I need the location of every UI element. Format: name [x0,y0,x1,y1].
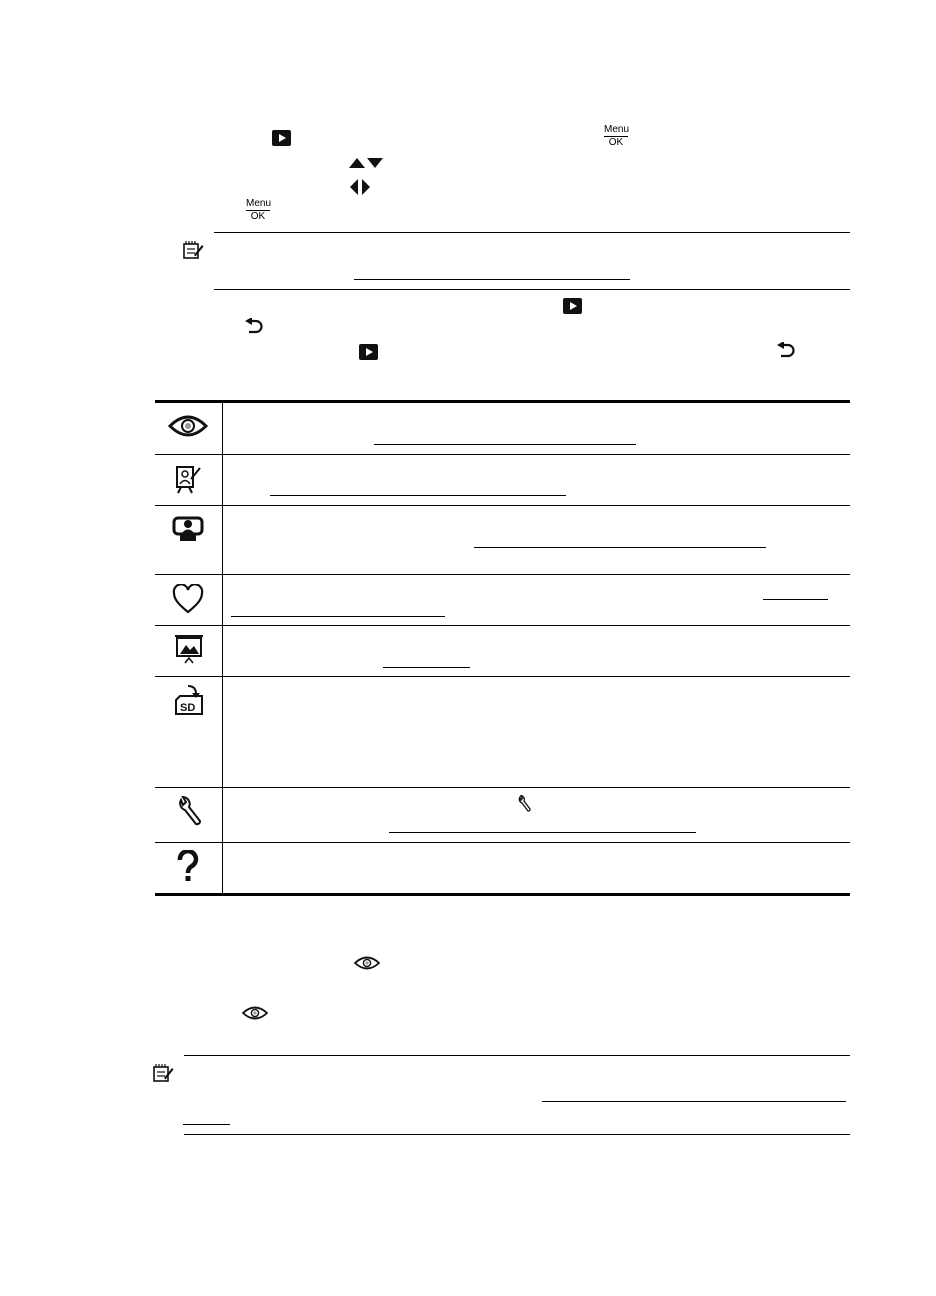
menu-ok-button-icon: Menu OK [246,198,272,222]
note-link-underline[interactable] [542,1101,846,1102]
heart-icon[interactable] [172,584,204,614]
playback-button-icon [563,298,582,314]
question-mark-icon[interactable] [176,850,200,882]
left-right-arrows-icon [349,179,371,195]
note-top-rule [184,1055,850,1056]
row-link-underline[interactable] [474,547,766,548]
note-bottom-rule [184,1134,850,1135]
row-divider [155,787,850,788]
easel-icon[interactable] [174,464,202,494]
row-divider [155,505,850,506]
sd-card-icon[interactable] [174,684,204,716]
wrench-icon [517,795,531,813]
row-link-underline[interactable] [383,667,470,668]
back-arrow-icon [244,318,264,336]
note-bottom-rule [214,289,850,290]
row-divider [155,454,850,455]
row-divider [155,625,850,626]
row-divider [155,676,850,677]
eye-icon[interactable] [168,414,208,438]
note-link-underline[interactable] [354,279,630,280]
row-link-underline[interactable] [389,832,696,833]
table-column-divider [222,403,223,893]
row-link-underline[interactable] [763,599,828,600]
table-top-rule [155,400,850,403]
printer-portrait-icon[interactable] [172,514,204,542]
eye-icon [354,955,380,971]
up-down-arrows-icon [348,157,384,169]
row-link-underline[interactable] [374,444,636,445]
wrench-icon[interactable] [175,796,203,828]
note-link-underline[interactable] [183,1124,230,1125]
note-icon [182,239,204,261]
row-link-underline[interactable] [231,616,445,617]
eye-icon [242,1005,268,1021]
row-divider [155,842,850,843]
playback-button-icon [272,130,291,146]
row-link-underline[interactable] [270,495,566,496]
row-divider [155,574,850,575]
back-arrow-icon [776,342,796,360]
menu-ok-button-icon: Menu OK [604,124,630,148]
note-top-rule [214,232,850,233]
svg-text:SD: SD [180,702,196,714]
slideshow-screen-icon[interactable] [174,634,204,666]
note-icon [152,1062,174,1084]
table-bottom-rule [155,893,850,896]
playback-button-icon [359,344,378,360]
